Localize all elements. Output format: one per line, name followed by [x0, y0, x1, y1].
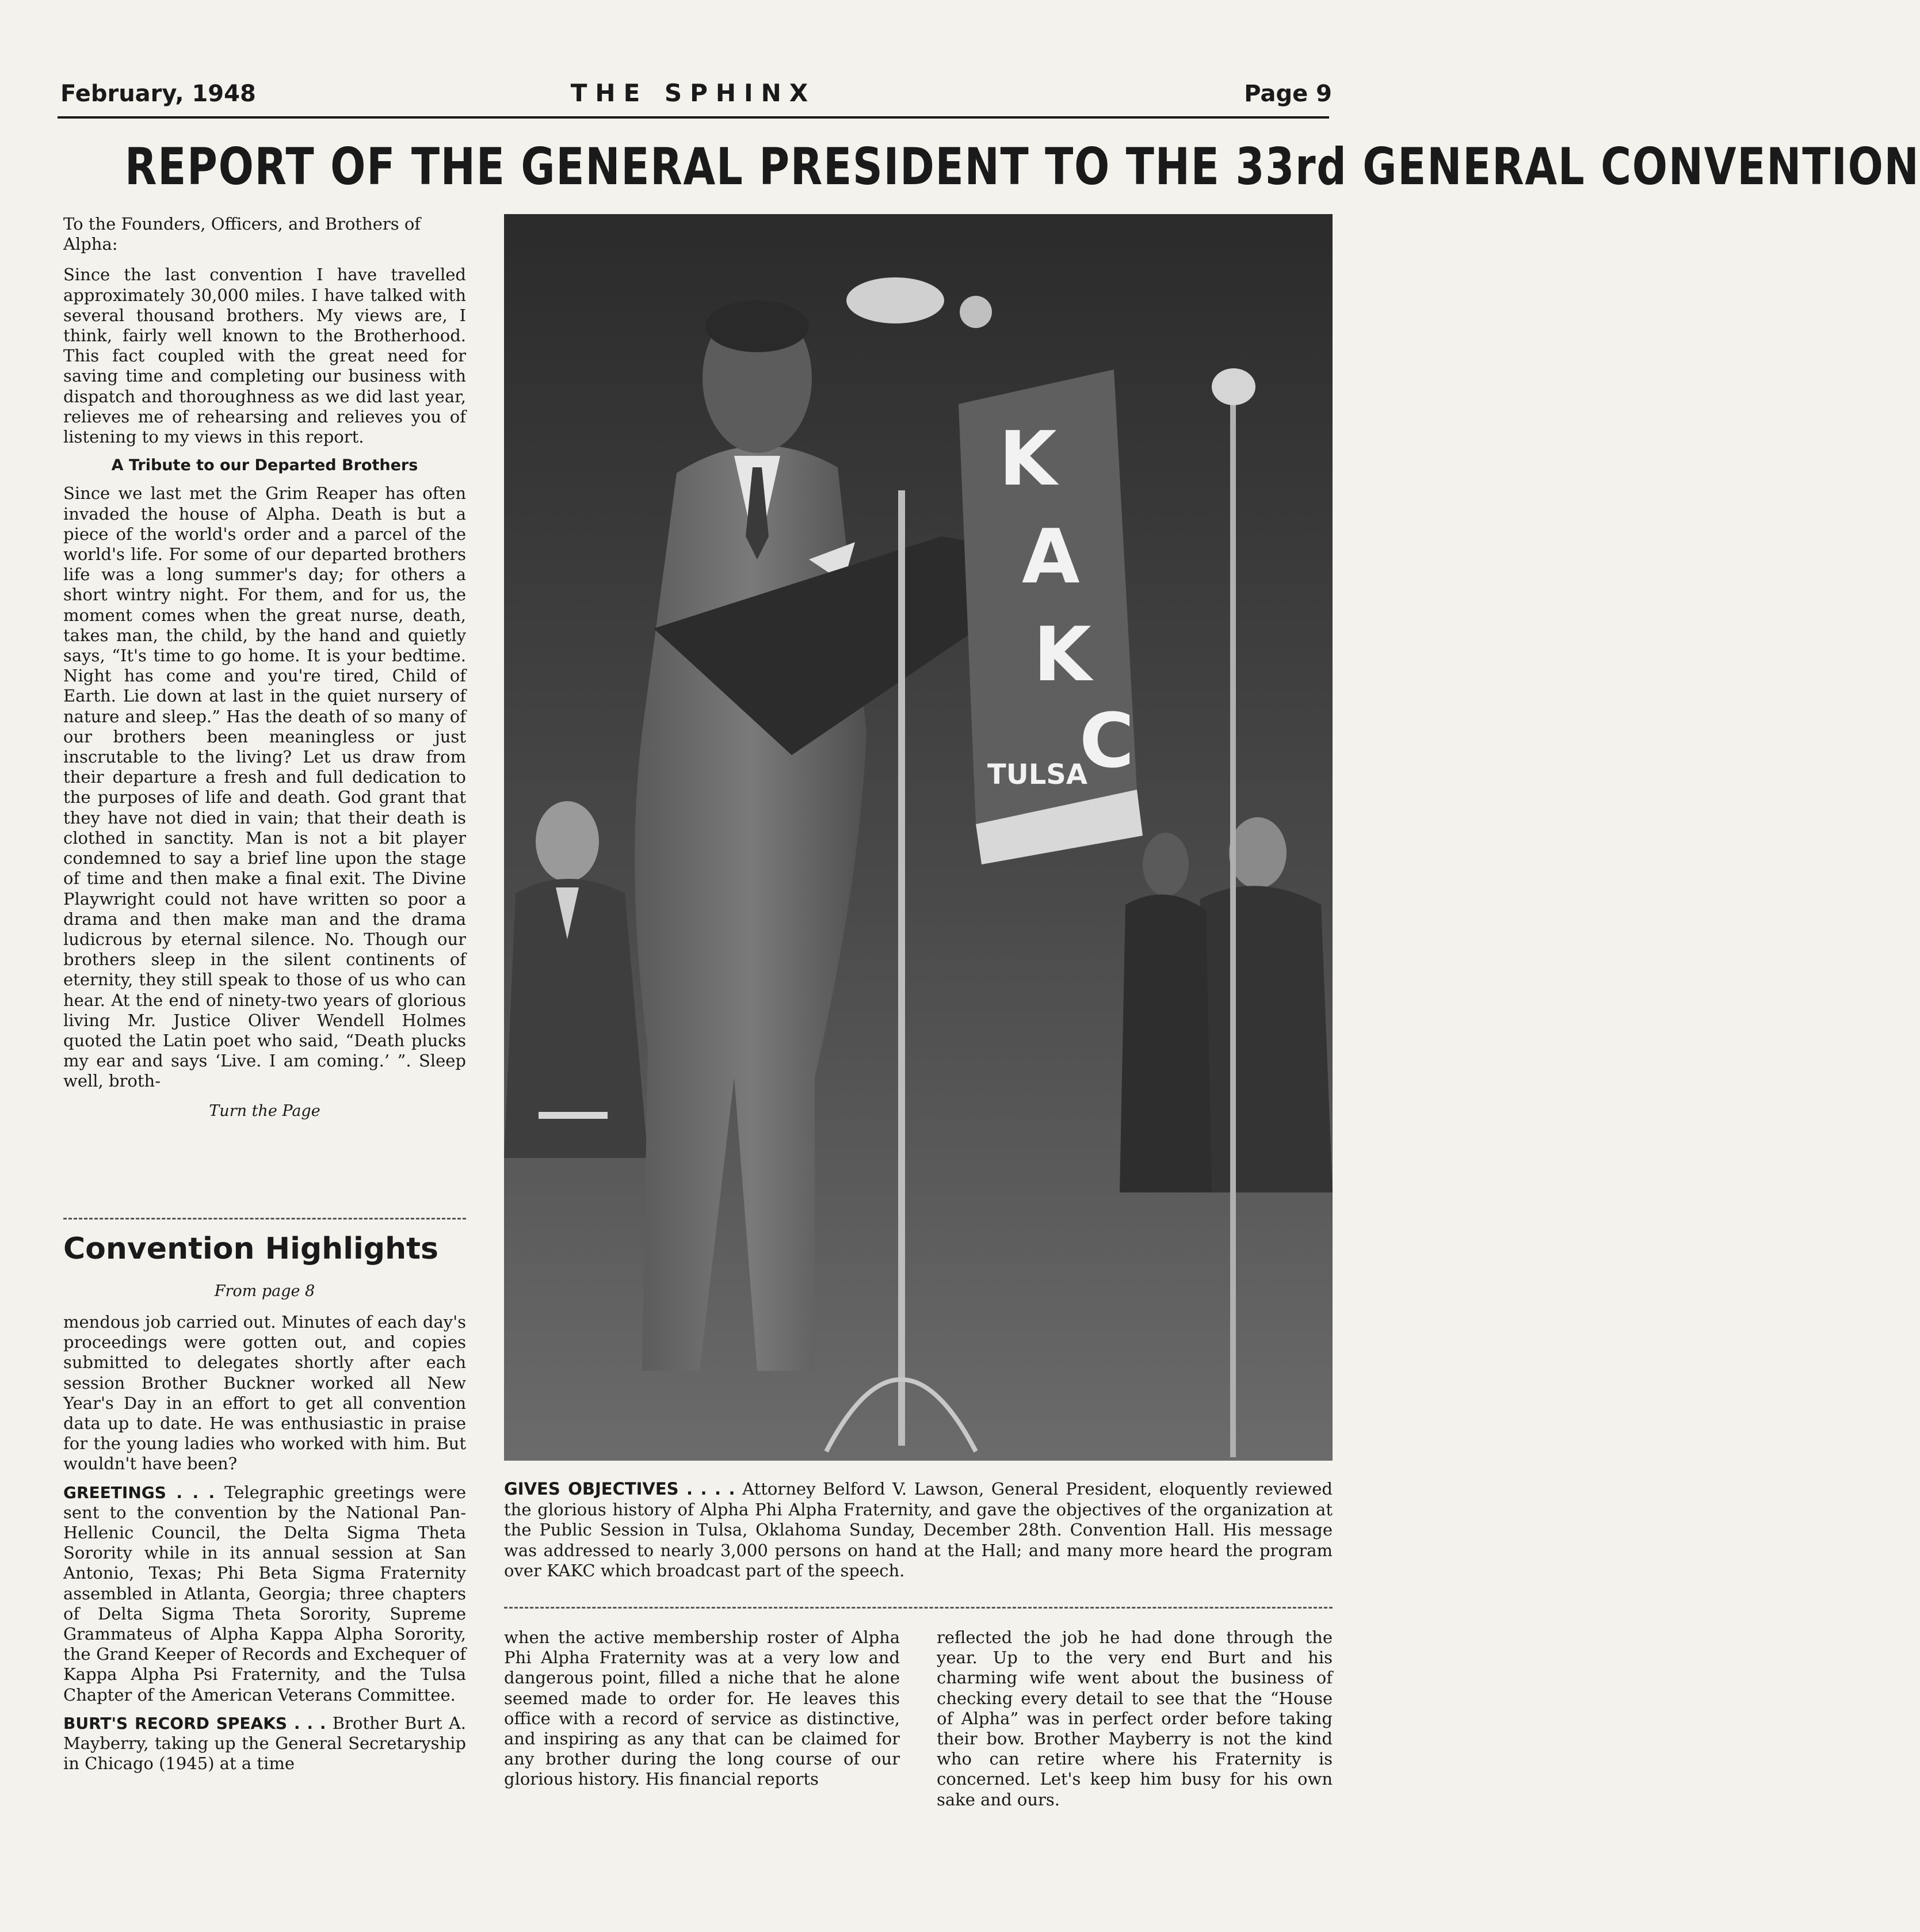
continued-from: From page 8	[214, 1282, 315, 1300]
continuation-text-2: reflected the job he had done through the year. Up to the very end Burt and his charming wife went about the business of checking every detail to see that the “House of Alpha” was in perfect order before taking their bow. Brother Mayberry is not the kind who can retire where his Fraternity is concerned. Let's keep him busy for his own sake and ours.	[937, 1628, 1333, 1809]
report-column	[63, 214, 466, 1121]
tribute-paragraph: Since we last met the Grim Reaper has often invaded the house of Alpha. Death is but a piece of the world's order and a parcel of the world's life. For some of our departed brothers life was a long summer's day; for others a short wintry night. For them, and for us, the moment comes when the great nurse, death, takes man, the child, by the hand and quietly says, “It's time to go home. It is your bedtime. Night has come and you're tired, Child of Earth. Lie down at last in the quiet nursery of nature and sleep.” Has the death of so many of our brothers been meaningless or just inscrutable to the living? Let us draw from their departure a fresh and full dedication to the purposes of life and death. God grant that they have not died in vain; that their death is clothed in sanctity. Man is not a bit player condemned to say a brief line upon the stage of time and then make a final exit. The Divine Playwright could not have written so poor a drama and then make man and the drama ludicrous by eternal silence. No. Though our brothers sleep in the silent continents of eternity, they still speak to those of us who can hear. At the end of ninety-two years of glorious living Mr. Justice Oliver Wendell Holmes quoted the Latin poet who said, “Death plucks my ear and says ‘Live. I am coming.’ ”. Sleep well, broth-	[63, 483, 466, 1091]
turn-page-link: Turn the Page	[209, 1102, 320, 1120]
photo-illustration	[504, 214, 1333, 1461]
greetings-paragraph	[63, 1483, 466, 1705]
report-intro: Since the last convention I have travelled approximately 30,000 miles. I have talked with several thousand brothers. My views are, I think, fairly well known to the Brotherhood. This fact coupled with the great need for saving time and completing our business with dispatch and thoroughness as we did last year, relieves me of rehearsing and relieves you of listening to my views in this report.	[63, 265, 466, 447]
caption-runin: GIVES OBJECTIVES . . . .	[504, 1479, 735, 1499]
greetings-runin: GREETINGS . . .	[63, 1483, 215, 1502]
highlights-title: Convention Highlights	[63, 1232, 438, 1266]
continuation-column-1	[504, 1628, 900, 1798]
issue-date: February, 1948	[60, 81, 256, 107]
banner-letter-a: A	[1022, 513, 1080, 600]
banner-letter-k2: K	[1033, 611, 1091, 698]
highlights-paragraph: mendous job carried out. Minutes of each day's proceedings were gotten out, and copies submitted to delegates shortly after each session Brother Buckner worked all New Year's Day in an effort to get all convention data up to date. He was enthusiastic in praise for the young ladies who worked with him. But wouldn't have been?	[63, 1312, 466, 1474]
caption-divider	[504, 1607, 1333, 1609]
header-rule	[58, 116, 1329, 119]
section-divider	[63, 1218, 466, 1220]
banner-letter-k1: K	[999, 415, 1057, 502]
highlights-body	[63, 1312, 466, 1782]
kakc-banner	[959, 369, 1143, 864]
caption-text: Attorney Belford V. Lawson, General President, eloquently reviewed the glorious history of Alpha Phi Alpha Fraternity, and gave the objectives of the organization at the Public Session in Tulsa, Oklahoma Sunday, December 28th. Convention Hall. His message was addressed to nearly 3,000 persons on hand at the Hall; and many more heard the program over KAKC which broadcast part of the speech.	[504, 1479, 1333, 1580]
continuation-text-1: when the active membership roster of Alpha Phi Alpha Fraternity was at a very low and dangerous point, filled a niche that he alone seemed made to order for. He leaves this office with a record of service as distinctive, and inspiring as any that can be claimed for any brother during the long course of our glorious history. His financial reports	[504, 1628, 900, 1789]
speaker-photo	[504, 214, 1333, 1461]
page-number: Page 9	[1244, 81, 1332, 107]
greetings-text: Telegraphic greetings were sent to the convention by the National Pan-Hellenic Council, the Delta Sigma Theta Sorority while in its annual session at San Antonio, Texas; Phi Beta Sigma Fraternity assembled in Atlanta, Georgia; three chapters of Delta Sigma Theta Sorority, Supreme Grammateus of Alpha Kappa Alpha Sorority, the Grand Keeper of Records and Exchequer of Kappa Alpha Psi Fraternity, and the Tulsa Chapter of the American Veterans Committee.	[63, 1482, 466, 1705]
tribute-subhead: A Tribute to our Departed Brothers	[111, 456, 418, 475]
burt-runin: BURT'S RECORD SPEAKS . . .	[63, 1713, 326, 1733]
banner-letter-c: C	[1079, 697, 1135, 784]
photo-caption	[504, 1479, 1333, 1582]
burt-paragraph	[63, 1713, 466, 1774]
article-headline: REPORT OF THE GENERAL PRESIDENT TO THE 33rd GENERAL CONVENTION	[124, 137, 1920, 196]
continuation-column-2	[937, 1628, 1333, 1818]
salutation: To the Founders, Officers, and Brothers of Alpha:	[63, 214, 421, 254]
burt-text: Brother Burt A. Mayberry, taking up the General Secretaryship in Chicago (1945) at a time	[63, 1713, 466, 1774]
publication-title: THE SPHINX	[570, 79, 816, 107]
banner-city: TULSA	[987, 759, 1088, 791]
